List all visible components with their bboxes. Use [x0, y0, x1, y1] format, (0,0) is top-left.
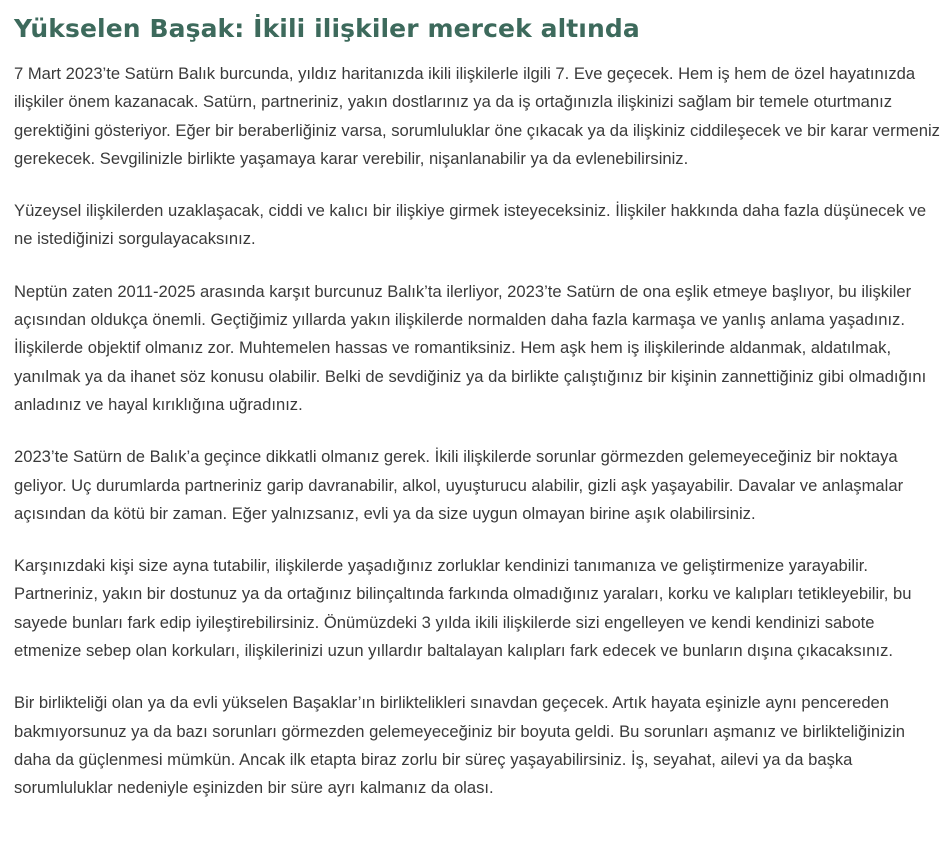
article-paragraph: Neptün zaten 2011-2025 arasında karşıt burcunuz Balık’ta ilerliyor, 2023’te Satürn de ona eşlik etmeye başlıyor, bu ilişkiler açısından oldukça önemli. Geçtiğimiz yıllarda yakın ilişkilerde normalden daha fazla karmaşa ve yanlış anlama yaşadınız. İlişkilerde objektif olmanız zor. Muhtemelen hassas ve romantiksiniz. Hem aşk hem iş ilişkilerinde aldanmak, aldatılmak, yanılmak ya da ihanet söz konusu olabilir. Belki de sevdiğiniz ya da birlikte çalıştığınız bir kişinin zannettiğiniz gibi olmadığını anladınız ve hayal kırıklığına uğradınız. — [14, 281, 927, 414]
article-title: Yükselen Başak: İkili ilişkiler mercek altında — [14, 14, 640, 43]
article-paragraph: 7 Mart 2023’te Satürn Balık burcunda, yıldız haritanızda ikili ilişkilerle ilgili 7. Eve geçecek. Hem iş hem de özel hayatınızda ilişkiler önem kazanacak. Satürn, partneriniz, yakın dostlarınız ya da iş ortağınızla ilişkinizi sağlam bir temele oturtmanız gerektiğini gösteriyor. Eğer bir beraberliğiniz varsa, sorumluluklar öne çıkacak ya da ilişkiniz ciddileşecek ve bir karar vermeniz gerekecek. Sevgilinizle birlikte yaşamaya karar verebilir, nişanlanabilir ya da evlenebilirsiniz. — [14, 64, 940, 168]
article — [14, 12, 940, 827]
article-paragraph: Karşınızdaki kişi size ayna tutabilir, ilişkilerde yaşadığınız zorluklar kendinizi tanımanıza ve geliştirmenize yarayabilir. Partneriniz, yakın bir dostunuz ya da ortağınız bilinçaltında farkında olmadığınız yaraları, korku ve kalıpları tetikleyebilir, bu sayede bunları fark edip iyileştirebilirsiniz. Önümüzdeki 3 yılda ikili ilişkilerde sizi engelleyen ve kendi kendinizi sabote etmenize sebep olan korkuları, ilişkilerinizi uzun yıllardır baltalayan kalıpları fark edecek ve bunların dışına çıkacaksınız. — [14, 556, 912, 661]
article-paragraph: Bir birlikteliği olan ya da evli yükselen Başaklar’ın birliktelikleri sınavdan geçecek. Artık hayata eşinizle aynı pencereden bakmıyorsunuz ya da bazı sorunları görmezden gelemeyeceğiniz bir boyuta geldi. Bu sorunları aşmanız ve birlikteliğinizin daha da güçlenmesi mümkün. Ancak ilk etapta biraz zorlu bir süreç yaşayabilirsiniz. İş, seyahat, ailevi ya da başka sorumluluklar nedeniyle eşinizden bir süre ayrı kalmanız da olası. — [14, 693, 905, 798]
article-paragraph: Yüzeysel ilişkilerden uzaklaşacak, ciddi ve kalıcı bir ilişkiye girmek isteyeceksiniz. İlişkiler hakkında daha fazla düşünecek ve ne istediğinizi sorgulayacaksınız. — [14, 201, 927, 249]
article-paragraph: 2023’te Satürn de Balık’a geçince dikkatli olmanız gerek. İkili ilişkilerde sorunlar görmezden gelemeyeceğiniz bir noktaya geliyor. Uç durumlarda partneriniz garip davranabilir, alkol, uyuşturucu alabilir, gizli aşk yaşayabilir. Davalar ve anlaşmalar açısından da kötü bir zaman. Eğer yalnızsanız, evli ya da size uygun olmayan birine aşık olabilirsiniz. — [14, 447, 904, 523]
